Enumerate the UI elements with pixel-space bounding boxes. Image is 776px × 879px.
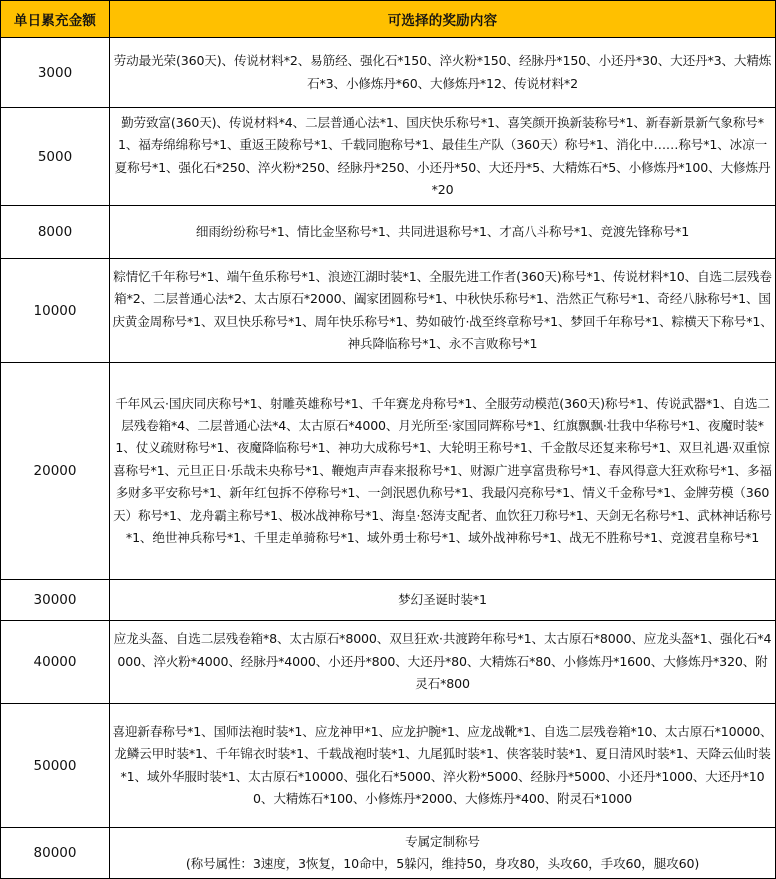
table-row: [1, 259, 776, 363]
rewards-cell: 梦幻圣诞时装*1: [110, 580, 776, 621]
amount-cell: 30000: [1, 580, 110, 621]
table-row: [1, 580, 776, 621]
amount-cell: 10000: [1, 259, 110, 363]
amount-cell: 40000: [1, 621, 110, 704]
amount-cell: 8000: [1, 206, 110, 259]
rewards-cell: 劳动最光荣(360天)、传说材料*2、易筋经、强化石*150、淬火粉*150、经脉丹*150、小还丹*30、大还丹*3、大精炼石*3、小修炼丹*60、大修炼丹*12、传说材料*2: [110, 38, 776, 108]
rewards-cell: 应龙头盔、自选二层残卷箱*8、太古原石*8000、双旦狂欢·共渡跨年称号*1、太古原石*8000、应龙头盔*1、强化石*4000、淬火粉*4000、经脉丹*4000、小还丹*800、大还丹*80、大精炼石*80、小修炼丹*1600、大修炼丹*320、附灵石*800: [110, 621, 776, 704]
amount-cell: 5000: [1, 108, 110, 206]
custom-title-label: 专属定制称号: [405, 833, 480, 849]
rewards-cell: [110, 828, 776, 879]
table-row: [1, 621, 776, 704]
rewards-cell: 细雨纷纷称号*1、情比金坚称号*1、共同进退称号*1、才高八斗称号*1、竞渡先锋称号*1: [110, 206, 776, 259]
table-row: [1, 704, 776, 828]
table-row: [1, 828, 776, 879]
table-row: [1, 108, 776, 206]
custom-title-attributes: (称号属性：3速度，3恢复，10命中，5躲闪，维持50，身攻80，头攻60，手攻60，腿攻60): [185, 856, 700, 871]
rewards-cell: 粽情忆千年称号*1、端午鱼乐称号*1、浪迹江湖时装*1、全服先进工作者(360天)称号*1、传说材料*10、自选二层残卷箱*2、二层普通心法*2、太古原石*2000、阖家团圆称号*1、中秋快乐称号*1、浩然正气称号*1、奇经八脉称号*1、国庆黄金周称号*1、双旦快乐称号*1、周年快乐称号*1、势如破竹·战至终章称号*1、梦回千年称号*1、粽横天下称号*1、神兵降临称号*1、永不言败称号*1: [110, 259, 776, 363]
amount-cell: 80000: [1, 828, 110, 879]
amount-cell: 50000: [1, 704, 110, 828]
rewards-cell: 勤劳致富(360天)、传说材料*4、二层普通心法*1、国庆快乐称号*1、喜笑颜开换新装称号*1、新春新景新气象称号*1、福寿绵绵称号*1、重返王陵称号*1、千载同胞称号*1、最佳生产队（360天）称号*1、消化中……称号*1、冰凉一夏称号*1、强化石*250、淬火粉*250、经脉丹*250、小还丹*50、大还丹*5、大精炼石*5、小修炼丹*100、大修炼丹*20: [110, 108, 776, 206]
header-amount: 单日累充金额: [1, 1, 110, 38]
rewards-cell: 千年风云·国庆同庆称号*1、射雕英雄称号*1、千年赛龙舟称号*1、全服劳动模范(360天)称号*1、传说武器*1、自选二层残卷箱*4、二层普通心法*4、太古原石*4000、月光所至·家国同辉称号*1、红旗飘飘·壮我中华称号*1、夜魔时装*1、仗义疏财称号*1、夜魔降临称号*1、神功大成称号*1、大轮明王称号*1、千金散尽还复来称号*1、双旦礼遇·双重惊喜称号*1、元旦正日·乐哉未央称号*1、鞭炮声声春来报称号*1、财源广进享富贵称号*1、春风得意大狂欢称号*1、多福多财多平安称号*1、新年红包拆不停称号*1、一剑泯恩仇称号*1、我最闪亮称号*1、情义千金称号*1、金牌劳模（360天）称号*1、龙舟霸主称号*1、极冰战神称号*1、海皇·怒涛支配者、血饮狂刀称号*1、天剑无名称号*1、武林神话称号*1、绝世神兵称号*1、千里走单骑称号*1、域外勇士称号*1、域外战神称号*1、战无不胜称号*1、竞渡君皇称号*1: [110, 363, 776, 580]
amount-cell: 3000: [1, 38, 110, 108]
table-row: [1, 363, 776, 580]
table-row: [1, 38, 776, 108]
header-rewards: 可选择的奖励内容: [110, 1, 776, 38]
amount-cell: 20000: [1, 363, 110, 580]
header-row: [1, 1, 776, 38]
rewards-cell: 喜迎新春称号*1、国师法袍时装*1、应龙神甲*1、应龙护腕*1、应龙战靴*1、自选二层残卷箱*10、太古原石*10000、龙鳞云甲时装*1、千年锦衣时装*1、千载战袍时装*1、九尾狐时装*1、侠客装时装*1、夏日清风时装*1、天降云仙时装*1、域外华服时装*1、太古原石*10000、强化石*5000、淬火粉*5000、经脉丹*5000、小还丹*1000、大还丹*100、大精炼石*100、小修炼丹*2000、大修炼丹*400、附灵石*1000: [110, 704, 776, 828]
table-row: [1, 206, 776, 259]
